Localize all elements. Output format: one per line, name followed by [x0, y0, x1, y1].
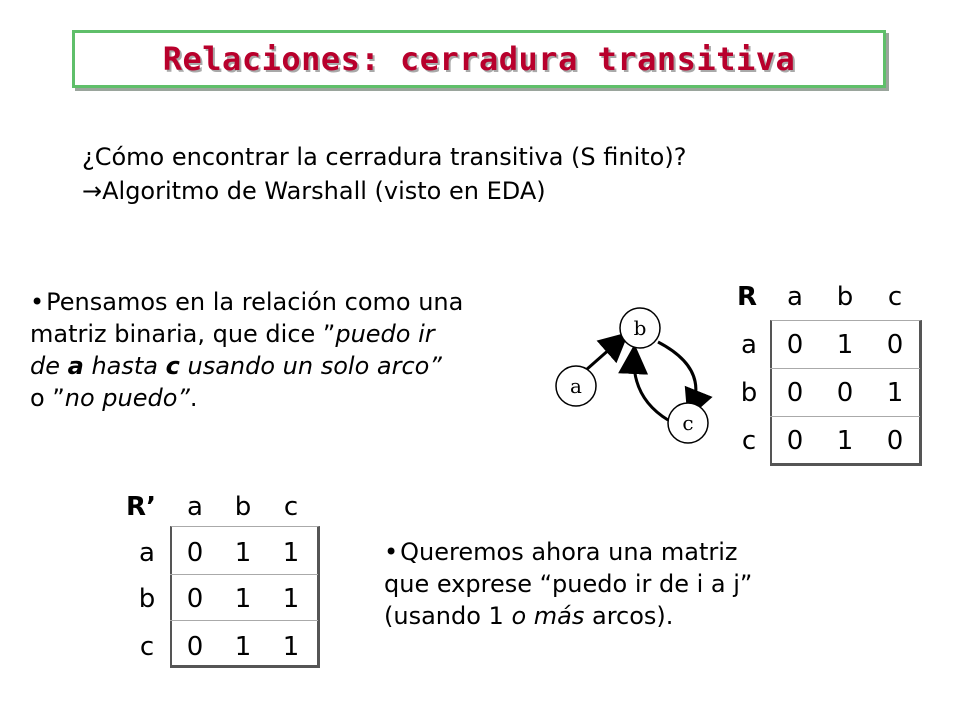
- para1-text-3a: de: [30, 352, 68, 380]
- para2-text-3a: (usando 1: [384, 602, 512, 630]
- para2-text-1: Queremos ahora una matriz: [400, 538, 738, 566]
- para1-text-3b: a: [67, 352, 84, 380]
- node-b-label: b: [633, 316, 647, 340]
- bullet-icon: •: [384, 538, 399, 566]
- matrix-r-divider: [770, 416, 920, 417]
- matrix-r-prime-cell: 1: [282, 538, 300, 568]
- bullet-icon: •: [30, 288, 45, 316]
- para1-text-4b: no puedo”: [64, 384, 190, 412]
- matrix-r-cell: 1: [836, 426, 854, 456]
- para1-text-1: Pensamos en la relación como una: [46, 288, 464, 316]
- matrix-r-cell: 0: [836, 378, 854, 408]
- para1-text-3c: hasta: [83, 352, 166, 380]
- para1-text-2b: puedo ir: [335, 320, 435, 348]
- matrix-r-prime-cell: 0: [186, 632, 204, 662]
- matrix-r-prime-cell: 0: [186, 584, 204, 614]
- para1-text-2a: matriz binaria, que dice ”: [30, 320, 336, 348]
- page-title: Relaciones: cerradura transitiva: [162, 40, 796, 78]
- matrix-r-prime-col-header: a: [187, 492, 203, 522]
- matrix-r-cell: 1: [886, 378, 904, 408]
- relation-graph: [540, 290, 740, 470]
- para1-line-3: [30, 350, 550, 382]
- node-a-label: a: [570, 374, 582, 398]
- edge-b-c: [658, 342, 696, 408]
- para2-text-3c: arcos).: [584, 602, 674, 630]
- para2-line-3: [384, 600, 854, 632]
- matrix-r-prime-cell: 1: [234, 538, 252, 568]
- matrix-r-row-header: b: [740, 378, 758, 408]
- matrix-r-cell: 1: [836, 330, 854, 360]
- matrix-r-prime-col-header: c: [283, 492, 299, 522]
- matrix-r-cell: 0: [786, 426, 804, 456]
- answer-text: Algoritmo de Warshall (visto en EDA): [102, 177, 546, 205]
- matrix-r-prime-row-header: b: [138, 584, 156, 614]
- paragraph-goal: [384, 536, 854, 632]
- para1-text-3d: c: [165, 352, 180, 380]
- para1-text-4c: .: [189, 384, 198, 412]
- matrix-r-row-header: a: [741, 330, 757, 360]
- matrix-r-cell: 0: [886, 426, 904, 456]
- matrix-r-cell: 0: [886, 330, 904, 360]
- answer-line: [82, 176, 546, 206]
- matrix-r-prime-divider: [170, 574, 318, 575]
- title-box: [72, 30, 886, 88]
- arrow-right-icon: →: [82, 177, 103, 205]
- para1-line-1: [30, 286, 550, 318]
- paragraph-binary-matrix: [30, 286, 550, 414]
- matrix-r: [730, 280, 930, 470]
- matrix-r-prime-cell: 1: [234, 632, 252, 662]
- para2-line-1: [384, 536, 854, 568]
- matrix-r-prime: [124, 492, 324, 682]
- matrix-r-row-header: c: [741, 426, 757, 456]
- matrix-r-prime-divider: [170, 620, 318, 621]
- para2-text-3b: o más: [511, 602, 585, 630]
- matrix-r-prime-cell: 0: [186, 538, 204, 568]
- matrix-r-prime-cell: 1: [282, 584, 300, 614]
- para1-text-4a: o ”: [30, 384, 65, 412]
- matrix-r-col-header: c: [887, 282, 903, 312]
- para1-line-2: [30, 318, 550, 350]
- matrix-r-col-header: b: [836, 282, 854, 312]
- matrix-r-prime-col-header: b: [234, 492, 252, 522]
- matrix-r-prime-row-header: a: [139, 538, 155, 568]
- matrix-r-divider: [770, 368, 920, 369]
- para1-line-4: [30, 382, 550, 414]
- matrix-r-prime-cell: 1: [282, 632, 300, 662]
- edge-a-b: [586, 340, 620, 370]
- matrix-r-name: R: [736, 282, 758, 312]
- matrix-r-prime-row-header: c: [139, 632, 155, 662]
- node-c-label: c: [682, 411, 694, 435]
- matrix-r-cell: 0: [786, 330, 804, 360]
- para2-line-2: que exprese “puedo ir de i a j”: [384, 570, 753, 598]
- matrix-r-col-header: a: [787, 282, 803, 312]
- matrix-r-prime-name: R’: [126, 492, 156, 522]
- matrix-r-cell: 0: [786, 378, 804, 408]
- question-text: ¿Cómo encontrar la cerradura transitiva (S finito)?: [82, 143, 687, 171]
- matrix-r-prime-cell: 1: [234, 584, 252, 614]
- para1-text-3e: usando un solo arco”: [179, 352, 442, 380]
- edge-c-b: [634, 356, 668, 420]
